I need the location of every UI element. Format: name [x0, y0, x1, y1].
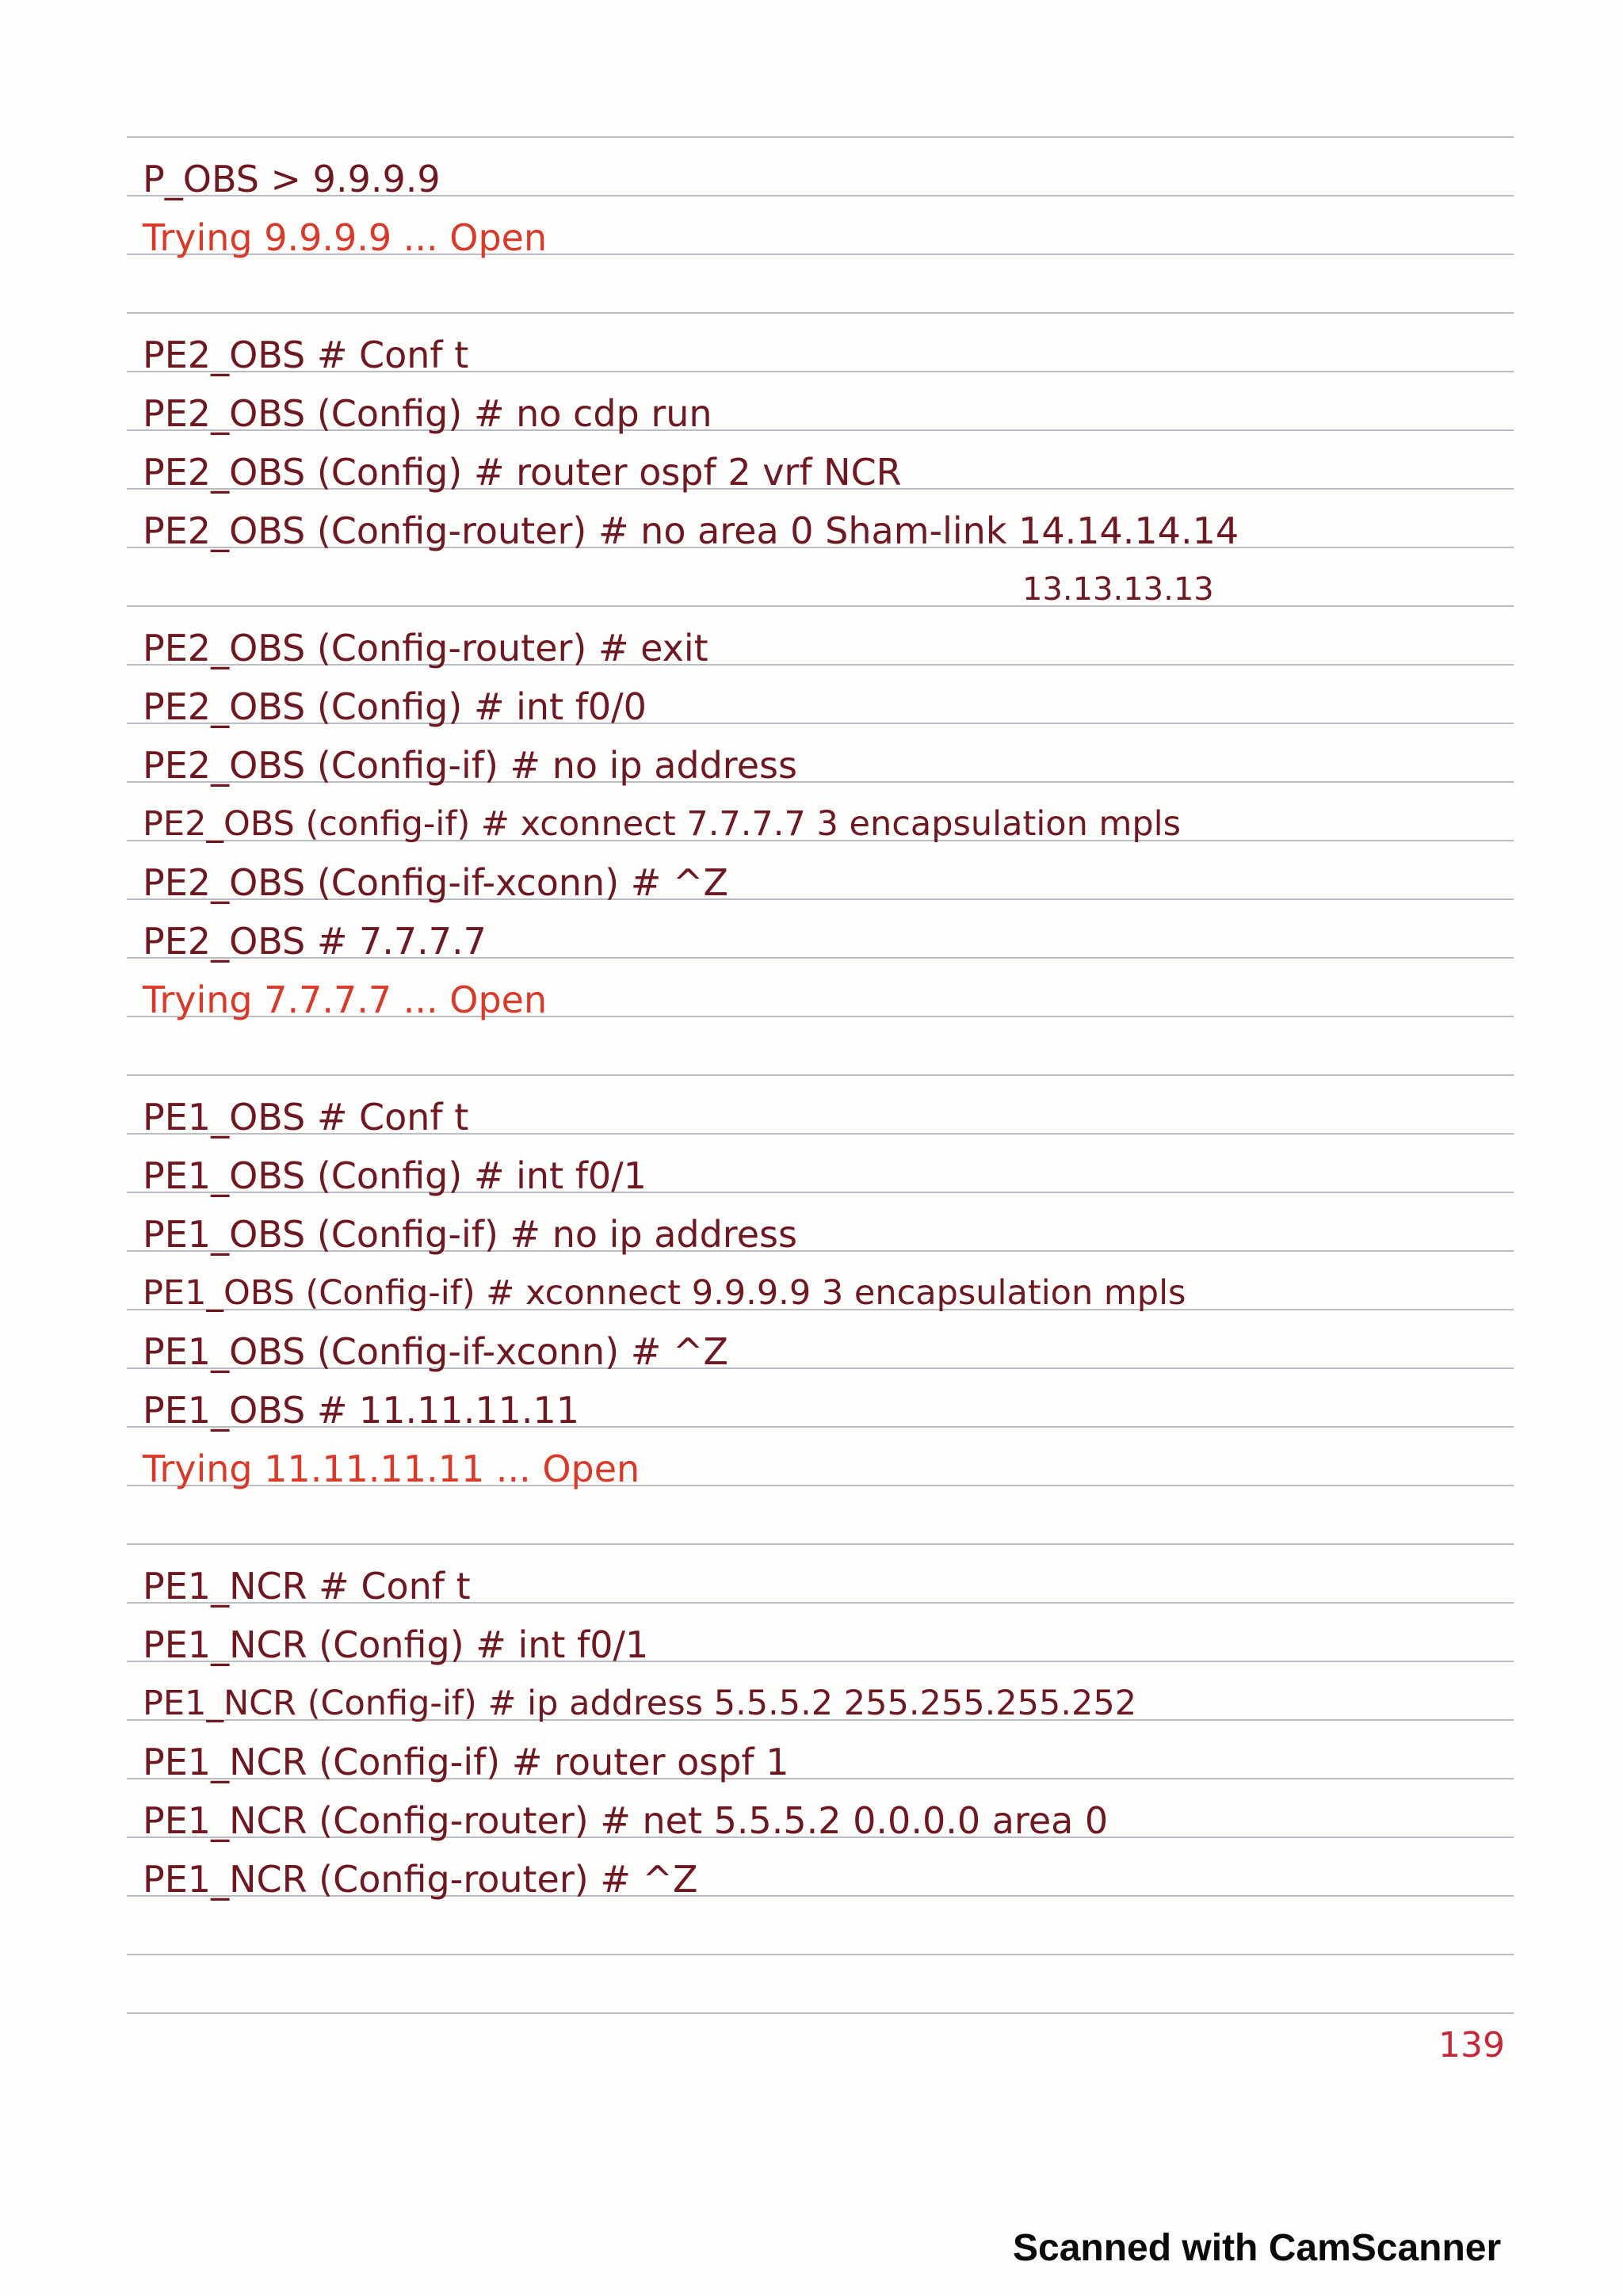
- note-line: PE2_OBS # Conf t: [143, 334, 469, 376]
- page-number: 139: [1438, 2025, 1505, 2065]
- ruled-line: [127, 136, 1514, 138]
- note-line: PE2_OBS (Config) # no cdp run: [143, 392, 712, 435]
- note-line: PE1_NCR (Config-router) # ^Z: [143, 1858, 698, 1901]
- note-line: PE2_OBS (Config-if) # no ip address: [143, 744, 797, 787]
- note-line: P_OBS > 9.9.9.9: [143, 158, 441, 200]
- note-line: PE2_OBS (config-if) # xconnect 7.7.7.7 3 encapsulation mpls: [143, 804, 1182, 844]
- note-line: PE2_OBS (Config-router) # exit: [143, 627, 708, 669]
- note-line: PE1_OBS (Config) # int f0/1: [143, 1154, 647, 1197]
- note-line: PE2_OBS (Config) # int f0/0: [143, 685, 647, 728]
- note-line: PE1_OBS # 11.11.11.11: [143, 1389, 580, 1432]
- note-line: PE2_OBS (Config-router) # no area 0 Sham-link 14.14.14.14: [143, 509, 1239, 552]
- note-line: PE2_OBS # 7.7.7.7: [143, 920, 487, 963]
- note-line-output: Trying 9.9.9.9 ... Open: [143, 216, 548, 259]
- note-line: PE2_OBS (Config-if-xconn) # ^Z: [143, 861, 728, 904]
- note-line: PE1_NCR (Config-if) # router ospf 1: [143, 1741, 789, 1783]
- note-line-output: Trying 7.7.7.7 ... Open: [143, 978, 548, 1021]
- note-line: PE1_NCR # Conf t: [143, 1565, 471, 1608]
- ruled-line: [127, 1074, 1514, 1076]
- note-line: PE2_OBS (Config) # router ospf 2 vrf NCR: [143, 451, 902, 494]
- ruled-line: [127, 1543, 1514, 1545]
- note-line-output: Trying 11.11.11.11 ... Open: [143, 1447, 640, 1490]
- note-line: PE1_OBS (Config-if-xconn) # ^Z: [143, 1330, 728, 1373]
- note-line: PE1_NCR (Config-if) # ip address 5.5.5.2 255.255.255.252: [143, 1684, 1137, 1723]
- note-line: PE1_OBS # Conf t: [143, 1096, 469, 1138]
- scanner-watermark: Scanned with CamScanner: [1013, 2227, 1502, 2269]
- note-line: PE1_OBS (Config-if) # xconnect 9.9.9.9 3 encapsulation mpls: [143, 1273, 1186, 1313]
- note-line: PE1_NCR (Config) # int f0/1: [143, 1623, 649, 1666]
- note-line: PE1_NCR (Config-router) # net 5.5.5.2 0.0.0.0 area 0: [143, 1799, 1109, 1842]
- note-line-continuation: 13.13.13.13: [1022, 571, 1214, 608]
- note-line: PE1_OBS (Config-if) # no ip address: [143, 1213, 797, 1256]
- ruled-line: [127, 1954, 1514, 1955]
- ruled-line: [127, 312, 1514, 314]
- ruled-line: [127, 2012, 1514, 2014]
